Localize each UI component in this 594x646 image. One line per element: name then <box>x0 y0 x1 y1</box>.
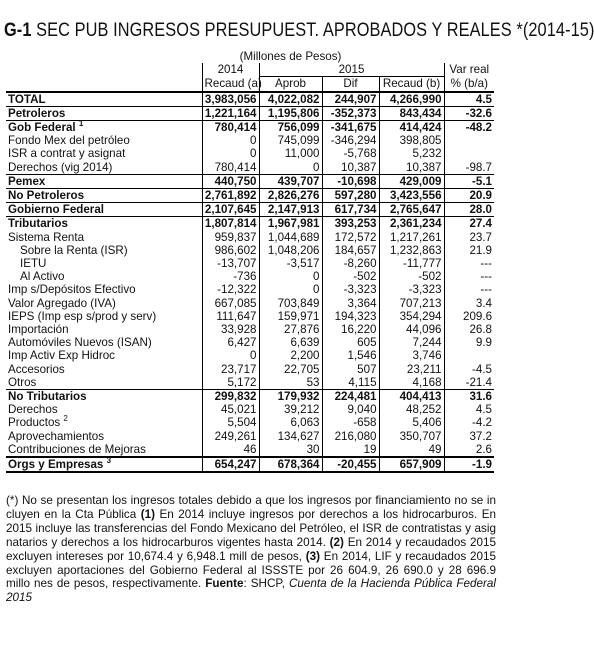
aprob-cell: 159,971 <box>259 310 322 323</box>
aprob-cell: -3,517 <box>259 257 322 270</box>
aprob-cell: 134,627 <box>259 430 322 443</box>
note-general: (*) No se presentan los ingresos totales debido a que los ingresos por financiamiento no se in cluyen en la Cta Pública <box>6 494 496 521</box>
dif-cell: -3,323 <box>322 283 379 296</box>
row-label <box>6 336 202 349</box>
table-row <box>6 457 494 472</box>
row-label-text: Productos <box>8 416 64 430</box>
dif-cell: 4,115 <box>322 376 379 390</box>
var-real-cell: -98.7 <box>444 161 494 175</box>
dif-cell: -346,294 <box>322 134 379 147</box>
recaud-a-cell: 5,504 <box>202 416 259 429</box>
recaud-a-cell: 5,172 <box>202 376 259 390</box>
row-label <box>6 297 202 310</box>
recaud-a-cell: 23,717 <box>202 363 259 376</box>
var-real-cell: -32.6 <box>444 106 494 120</box>
recaud-a-cell: 0 <box>202 134 259 147</box>
row-label <box>6 231 202 244</box>
var-real-cell: 37.2 <box>444 430 494 443</box>
dif-cell: 597,280 <box>322 189 379 203</box>
recaud-b-cell: 10,387 <box>379 161 444 175</box>
aprob-cell: 53 <box>259 376 322 390</box>
aprob-cell: 0 <box>259 283 322 296</box>
var-real-cell: --- <box>444 257 494 270</box>
aprob-cell: 6,063 <box>259 416 322 429</box>
col-recaud-b: Recaud (b) <box>379 77 444 92</box>
aprob-cell: 1,044,689 <box>259 231 322 244</box>
recaud-a-cell: -12,322 <box>202 283 259 296</box>
table-row <box>6 231 494 244</box>
table-row <box>6 349 494 362</box>
recaud-b-cell: 414,424 <box>379 121 444 135</box>
table-row <box>6 297 494 310</box>
aprob-cell: 1,048,206 <box>259 244 322 257</box>
table-row <box>6 403 494 416</box>
row-label-text: Derechos <box>8 403 58 417</box>
recaud-a-cell: 2,107,645 <box>202 203 259 217</box>
recaud-a-cell: 249,261 <box>202 430 259 443</box>
row-label-text: Automóviles Nuevos (ISAN) <box>8 336 152 350</box>
row-label-text: Gobierno Federal <box>8 203 104 217</box>
recaud-b-cell: 23,211 <box>379 363 444 376</box>
year-2015: 2015 <box>259 63 444 77</box>
var-real-cell <box>444 134 494 147</box>
var-real-cell: -5.1 <box>444 174 494 188</box>
aprob-cell: 2,200 <box>259 349 322 362</box>
var-real-cell: 4.5 <box>444 92 494 107</box>
footnote-ref: 3 <box>106 456 112 466</box>
row-label <box>6 147 202 160</box>
aprob-cell: 1,967,981 <box>259 217 322 231</box>
recaud-a-cell: 959,837 <box>202 231 259 244</box>
recaud-a-cell: 1,807,814 <box>202 217 259 231</box>
row-label <box>6 217 202 231</box>
row-label <box>6 403 202 416</box>
row-label <box>6 161 202 175</box>
recaud-a-cell: 45,021 <box>202 403 259 416</box>
table-row <box>6 217 494 231</box>
footnote-ref: 2 <box>63 414 68 424</box>
dif-cell: 172,572 <box>322 231 379 244</box>
recaud-b-cell: 3,423,556 <box>379 189 444 203</box>
var-real-cell: -1.9 <box>444 457 494 472</box>
row-label-text: Importación <box>8 323 69 337</box>
table-row <box>6 310 494 323</box>
recaud-b-cell: -502 <box>379 270 444 283</box>
row-label <box>6 174 202 188</box>
var-real-cell: -4.2 <box>444 416 494 429</box>
recaud-a-cell: 299,832 <box>202 390 259 404</box>
recaud-b-cell: 1,232,863 <box>379 244 444 257</box>
recaud-b-cell: 354,294 <box>379 310 444 323</box>
row-label <box>6 349 202 362</box>
note-1: En 2014 incluye ingresos por derechos a los hidrocarburos. En 2015 incluye las transferencias del Fondo Mexicano del Petróleo, el ISR de contratistas y asig natarios y derechos a los hidrocarburos vigentes hasta 2014. <box>6 507 496 549</box>
table-row <box>6 270 494 283</box>
row-label <box>6 283 202 296</box>
table-row <box>6 121 494 135</box>
dif-cell: -8,260 <box>322 257 379 270</box>
dif-cell: 393,253 <box>322 217 379 231</box>
recaud-a-cell: 780,414 <box>202 121 259 135</box>
row-label <box>6 121 202 135</box>
var-real-cell: 20.9 <box>444 189 494 203</box>
note-3-marker: (3) <box>305 549 321 563</box>
units-label: (Millones de Pesos) <box>239 50 342 63</box>
note-3: En 2014, LIF y recaudados 2015 excluyen aportaciones del Gobierno Federal al ISSSTE por 26 604.9, 26 690.0 y 28 696.9 millo nes de pesos, respectivamente. <box>6 549 497 591</box>
table-row <box>6 363 494 376</box>
recaud-a-cell: 780,414 <box>202 161 259 175</box>
recaud-b-cell: 429,009 <box>379 174 444 188</box>
aprob-cell: 1,195,806 <box>259 106 322 120</box>
var-real-cell: 209.6 <box>444 310 494 323</box>
dif-cell: 16,220 <box>322 323 379 336</box>
row-label-text: Aprovechamientos <box>8 429 105 443</box>
recaud-b-cell: -11,777 <box>379 257 444 270</box>
aprob-cell: 179,932 <box>259 390 322 404</box>
recaud-b-cell: 350,707 <box>379 430 444 443</box>
row-label <box>6 430 202 443</box>
recaud-b-cell: 3,746 <box>379 349 444 362</box>
recaud-b-cell: 2,765,647 <box>379 203 444 217</box>
row-label-text: Imp Activ Exp Hidroc <box>8 349 115 363</box>
row-label-text: Accesorios <box>8 362 65 376</box>
var-real-cell: -21.4 <box>444 376 494 390</box>
row-label <box>6 416 202 429</box>
var-real-cell: --- <box>444 283 494 296</box>
aprob-cell: 0 <box>259 161 322 175</box>
var-real-cell: 4.5 <box>444 403 494 416</box>
recaud-b-cell: 707,213 <box>379 297 444 310</box>
year-row <box>6 63 494 77</box>
col-recaud-a: Recaud (a) <box>202 77 259 92</box>
table-row <box>6 257 494 270</box>
row-label <box>6 310 202 323</box>
note-2: En 2014 y recaudados 2015 excluyen intereses por 10,674.4 y 6,948.1 mill de pesos, <box>6 535 496 563</box>
row-label-text: TOTAL <box>8 92 46 106</box>
dif-cell: 507 <box>322 363 379 376</box>
recaud-b-cell: 657,909 <box>379 457 444 472</box>
row-label-text: No Petroleros <box>8 189 85 203</box>
recaud-b-cell: 5,406 <box>379 416 444 429</box>
var-real-label: Var real <box>444 63 494 77</box>
var-real-cell: --- <box>444 270 494 283</box>
row-label <box>6 376 202 390</box>
var-real-cell: 2.6 <box>444 443 494 457</box>
dif-cell: -5,768 <box>322 147 379 160</box>
note-2-marker: (2) <box>329 535 344 549</box>
recaud-b-cell: 4,266,990 <box>379 92 444 107</box>
aprob-cell: 678,364 <box>259 457 322 472</box>
year-2014: 2014 <box>202 63 259 77</box>
recaud-a-cell: 46 <box>202 443 259 457</box>
recaud-b-cell: 4,168 <box>379 376 444 390</box>
recaud-a-cell: 0 <box>202 349 259 362</box>
dif-cell: 1,546 <box>322 349 379 362</box>
note-1-marker: (1) <box>140 507 156 521</box>
table-row <box>6 92 494 107</box>
recaud-b-cell: 1,217,261 <box>379 231 444 244</box>
aprob-cell: 6,639 <box>259 336 322 349</box>
col-aprob: Aprob <box>259 77 322 92</box>
dif-cell: 605 <box>322 336 379 349</box>
page-title <box>4 20 594 46</box>
row-label <box>6 457 202 472</box>
recaud-a-cell: 1,221,164 <box>202 106 259 120</box>
table-row <box>6 189 494 203</box>
title-code: G-1 <box>4 20 32 41</box>
aprob-cell: 30 <box>259 443 322 457</box>
row-label <box>6 92 202 107</box>
col-dif: Dif <box>322 77 379 92</box>
recaud-b-cell: 398,805 <box>379 134 444 147</box>
dif-cell: -658 <box>322 416 379 429</box>
var-real-cell <box>444 147 494 160</box>
table-row <box>6 134 494 147</box>
table-row <box>6 390 494 404</box>
aprob-cell: 22,705 <box>259 363 322 376</box>
table-row <box>6 283 494 296</box>
recaud-b-cell: 7,244 <box>379 336 444 349</box>
recaud-a-cell: 6,427 <box>202 336 259 349</box>
table-row <box>6 147 494 160</box>
dif-cell: 10,387 <box>322 161 379 175</box>
source-text: : SHCP, <box>243 577 289 591</box>
table-row <box>6 161 494 175</box>
recaud-b-cell: 48,252 <box>379 403 444 416</box>
dif-cell: 9,040 <box>322 403 379 416</box>
recaud-a-cell: 2,761,892 <box>202 189 259 203</box>
row-label <box>6 106 202 120</box>
dif-cell: -20,455 <box>322 457 379 472</box>
row-label <box>6 270 202 283</box>
table-row <box>6 376 494 390</box>
recaud-a-cell: 667,085 <box>202 297 259 310</box>
row-label-text: No Tributarios <box>8 390 87 404</box>
footnote-text <box>6 494 496 605</box>
row-label-text: Sobre la Renta (ISR) <box>20 243 128 257</box>
recaud-a-cell: -736 <box>202 270 259 283</box>
recaud-a-cell: 440,750 <box>202 174 259 188</box>
dif-cell: 194,323 <box>322 310 379 323</box>
recaud-a-cell: 986,602 <box>202 244 259 257</box>
source-label: Fuente <box>205 577 244 591</box>
recaud-a-cell: -13,707 <box>202 257 259 270</box>
dif-cell: 617,734 <box>322 203 379 217</box>
table-row <box>6 203 494 217</box>
row-label-text: Tributarios <box>8 217 68 231</box>
recaud-b-cell: 404,413 <box>379 390 444 404</box>
row-label-text: Pemex <box>8 174 46 188</box>
footnote-ref: 1 <box>78 119 84 129</box>
table-row <box>6 430 494 443</box>
row-label-text: Gob Federal <box>8 121 79 135</box>
recaud-b-cell: 49 <box>379 443 444 457</box>
row-label-text: Orgs y Empresas <box>8 458 107 472</box>
row-label-text: ISR a contrat y asignat <box>8 147 126 161</box>
aprob-cell: 439,707 <box>259 174 322 188</box>
row-label-text: Otros <box>8 375 37 389</box>
row-label <box>6 443 202 457</box>
row-label <box>6 189 202 203</box>
dif-cell: 224,481 <box>322 390 379 404</box>
recaud-a-cell: 654,247 <box>202 457 259 472</box>
var-real-cell <box>444 349 494 362</box>
row-label-text: Petroleros <box>8 106 66 120</box>
aprob-cell: 0 <box>259 270 322 283</box>
row-label <box>6 257 202 270</box>
row-label-text: Valor Agregado (IVA) <box>8 296 116 310</box>
recaud-b-cell: 44,096 <box>379 323 444 336</box>
var-real-cell: 21.9 <box>444 244 494 257</box>
row-label <box>6 203 202 217</box>
row-label-text: Sistema Renta <box>8 230 85 244</box>
source-title: Cuenta de la Hacienda Pública Federal 2015 <box>6 577 496 605</box>
var-real-cell: 26.8 <box>444 323 494 336</box>
var-real-cell: 23.7 <box>444 231 494 244</box>
table-row <box>6 336 494 349</box>
aprob-cell: 11,000 <box>259 147 322 160</box>
aprob-cell: 703,849 <box>259 297 322 310</box>
row-label-text: Imp s/Depósitos Efectivo <box>8 283 136 297</box>
row-label-text: IEPS (Imp esp s/prod y serv) <box>8 309 157 323</box>
recaud-b-cell: 5,232 <box>379 147 444 160</box>
row-label <box>6 323 202 336</box>
units-row <box>6 50 494 63</box>
row-label <box>6 244 202 257</box>
row-label <box>6 363 202 376</box>
row-label-text: Al Activo <box>20 270 65 284</box>
dif-cell: -341,675 <box>322 121 379 135</box>
row-label-text: Derechos (vig 2014) <box>8 160 113 174</box>
aprob-cell: 27,876 <box>259 323 322 336</box>
table-row <box>6 416 494 429</box>
dif-cell: -502 <box>322 270 379 283</box>
table-row <box>6 174 494 188</box>
var-real-cell: 9.9 <box>444 336 494 349</box>
dif-cell: 184,657 <box>322 244 379 257</box>
dif-cell: 3,364 <box>322 297 379 310</box>
aprob-cell: 2,826,276 <box>259 189 322 203</box>
recaud-b-cell: 2,361,234 <box>379 217 444 231</box>
var-real-cell: 3.4 <box>444 297 494 310</box>
dif-cell: 216,080 <box>322 430 379 443</box>
var-real-cell: 27.4 <box>444 217 494 231</box>
recaud-a-cell: 111,647 <box>202 310 259 323</box>
var-real-cell: 28.0 <box>444 203 494 217</box>
table-row <box>6 244 494 257</box>
table-row <box>6 323 494 336</box>
recaud-a-cell: 33,928 <box>202 323 259 336</box>
revenue-table <box>6 50 494 473</box>
row-label <box>6 390 202 404</box>
aprob-cell: 756,099 <box>259 121 322 135</box>
row-label-text: IETU <box>20 257 47 271</box>
table-row <box>6 443 494 457</box>
var-real-cell: -4.5 <box>444 363 494 376</box>
footnotes <box>6 494 496 605</box>
var-real-cell: -48.2 <box>444 121 494 135</box>
aprob-cell: 2,147,913 <box>259 203 322 217</box>
col-pct: % (b/a) <box>444 77 494 92</box>
aprob-cell: 4,022,082 <box>259 92 322 107</box>
dif-cell: 19 <box>322 443 379 457</box>
title-text: SEC PUB INGRESOS PRESUPUEST. APROBADOS Y REALES *(2014-15) <box>36 20 594 41</box>
row-label-text: Fondo Mex del petróleo <box>8 134 130 148</box>
recaud-a-cell: 0 <box>202 147 259 160</box>
recaud-b-cell: -3,323 <box>379 283 444 296</box>
var-real-cell: 31.6 <box>444 390 494 404</box>
aprob-cell: 39,212 <box>259 403 322 416</box>
dif-cell: -352,373 <box>322 106 379 120</box>
recaud-a-cell: 3,983,056 <box>202 92 259 107</box>
aprob-cell: 745,099 <box>259 134 322 147</box>
row-label <box>6 134 202 147</box>
row-label-text: Contribuciones de Mejoras <box>8 442 146 456</box>
dif-cell: -10,698 <box>322 174 379 188</box>
column-header-row <box>6 77 494 92</box>
dif-cell: 244,907 <box>322 92 379 107</box>
recaud-b-cell: 843,434 <box>379 106 444 120</box>
